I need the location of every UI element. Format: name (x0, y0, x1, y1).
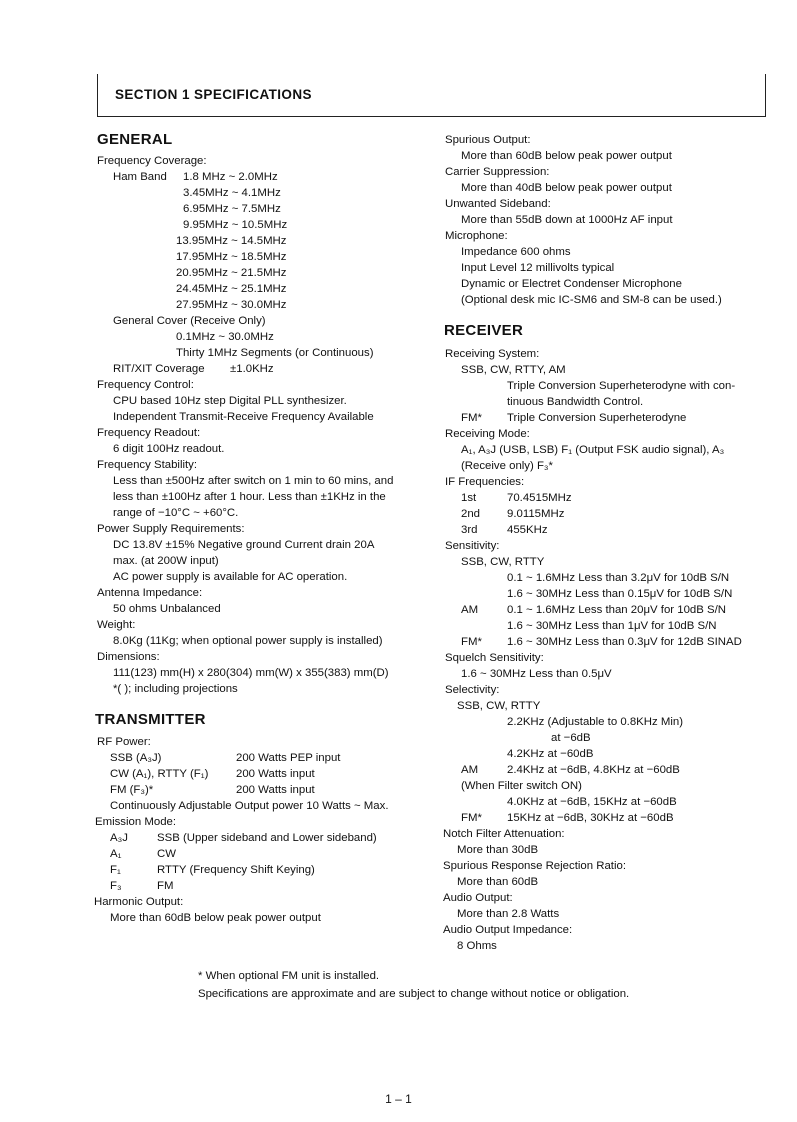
spec-label: General Cover (Receive Only) (113, 315, 266, 327)
spec-label: SSB, CW, RTTY (461, 556, 545, 568)
spec-value: max. (at 200W input) (113, 555, 219, 567)
receiver-heading: RECEIVER (444, 322, 524, 339)
spec-value: 111(123) mm(H) x 280(304) mm(W) x 355(383) mm(D) (113, 667, 389, 679)
spec-label: Frequency Control: (97, 379, 194, 391)
spec-label: Sensitivity: (445, 540, 500, 552)
footnote: * When optional FM unit is installed. (198, 970, 380, 982)
spec-label: 3rd (461, 524, 478, 536)
spec-label: Carrier Suppression: (445, 166, 550, 178)
spec-label: RF Power: (97, 736, 151, 748)
spec-label: AM (461, 764, 479, 776)
spec-value: 0.1 ~ 1.6MHz Less than 20μV for 10dB S/N (507, 604, 726, 616)
spec-label: Spurious Response Rejection Ratio: (443, 860, 626, 872)
spec-value: 455KHz (507, 524, 548, 536)
spec-value: More than 30dB (457, 844, 539, 856)
spec-label: RIT/XIT Coverage (113, 363, 205, 375)
spec-label: Audio Output: (443, 892, 513, 904)
spec-label: Frequency Coverage: (97, 155, 207, 167)
spec-label: Squelch Sensitivity: (445, 652, 544, 664)
spec-label: FM* (461, 412, 482, 424)
spec-value: less than ±100Hz after 1 hour. Less than ±1KHz in the (113, 491, 386, 503)
spec-label: 1st (461, 492, 477, 504)
spec-value: 1.6 ~ 30MHz Less than 0.3μV for 12dB SINAD (507, 636, 742, 648)
spec-value: Input Level 12 millivolts typical (461, 262, 615, 274)
spec-label: Receiving Mode: (445, 428, 530, 440)
spec-label: A₃J (110, 832, 128, 844)
spec-value: 200 Watts input (236, 784, 315, 796)
spec-value: More than 55dB down at 1000Hz AF input (461, 214, 673, 226)
spec-label: Spurious Output: (445, 134, 531, 146)
spec-value: 2.2KHz (Adjustable to 0.8KHz Min) (507, 716, 683, 728)
spec-label: SSB, CW, RTTY (457, 700, 541, 712)
spec-label: FM* (461, 812, 482, 824)
spec-value: (Receive only) F₃* (461, 460, 553, 472)
spec-value: SSB (Upper sideband and Lower sideband) (157, 832, 377, 844)
spec-value: 24.45MHz ~ 25.1MHz (176, 283, 287, 295)
transmitter-heading: TRANSMITTER (95, 711, 206, 728)
spec-value: More than 60dB below peak power output (110, 912, 321, 924)
spec-value: More than 2.8 Watts (457, 908, 560, 920)
spec-label: 2nd (461, 508, 481, 520)
spec-value: 1.6 ~ 30MHz Less than 0.5μV (461, 668, 612, 680)
spec-value: 6 digit 100Hz readout. (113, 443, 225, 455)
spec-value: Triple Conversion Superheterodyne with con- (507, 380, 736, 392)
spec-label: Unwanted Sideband: (445, 198, 551, 210)
spec-value: 4.2KHz at −60dB (507, 748, 594, 760)
spec-value: 27.95MHz ~ 30.0MHz (176, 299, 287, 311)
spec-label: Emission Mode: (95, 816, 177, 828)
spec-label: F₁ (110, 864, 121, 876)
spec-value: FM (157, 880, 174, 892)
spec-label: Dimensions: (97, 651, 160, 663)
spec-value: AC power supply is available for AC operation. (113, 571, 348, 583)
spec-value: 8.0Kg (11Kg; when optional power supply is installed) (113, 635, 383, 647)
spec-label: Antenna Impedance: (97, 587, 203, 599)
spec-value: 3.45MHz ~ 4.1MHz (183, 187, 281, 199)
spec-value: Impedance 600 ohms (461, 246, 571, 258)
spec-label: Power Supply Requirements: (97, 523, 245, 535)
spec-label: Selectivity: (445, 684, 500, 696)
spec-label: Harmonic Output: (94, 896, 184, 908)
spec-value: 0.1MHz ~ 30.0MHz (176, 331, 274, 343)
spec-value: 70.4515MHz (507, 492, 572, 504)
disclaimer: Specifications are approximate and are subject to change without notice or obligation. (198, 988, 630, 1000)
spec-value: 8 Ohms (457, 940, 497, 952)
spec-label: Notch Filter Attenuation: (443, 828, 565, 840)
spec-value: 6.95MHz ~ 7.5MHz (183, 203, 281, 215)
spec-label: SSB (A₃J) (110, 752, 162, 764)
spec-value: 1.6 ~ 30MHz Less than 0.15μV for 10dB S/N (507, 588, 733, 600)
general-heading: GENERAL (97, 131, 173, 148)
spec-value: 17.95MHz ~ 18.5MHz (176, 251, 287, 263)
spec-value: Less than ±500Hz after switch on 1 min to 60 mins, and (113, 475, 394, 487)
spec-value: 20.95MHz ~ 21.5MHz (176, 267, 287, 279)
spec-value: More than 40dB below peak power output (461, 182, 672, 194)
spec-value: 200 Watts PEP input (236, 752, 341, 764)
spec-value: CPU based 10Hz step Digital PLL synthesizer. (113, 395, 347, 407)
spec-value: DC 13.8V ±15% Negative ground Current drain 20A (113, 539, 375, 551)
spec-value: 4.0KHz at −6dB, 15KHz at −60dB (507, 796, 677, 808)
spec-label: CW (A₁), RTTY (F₁) (110, 768, 209, 780)
spec-label: FM* (461, 636, 482, 648)
spec-label: F₃ (110, 880, 122, 892)
spec-value: More than 60dB below peak power output (461, 150, 672, 162)
spec-label: Receiving System: (445, 348, 540, 360)
spec-value: ±1.0KHz (230, 363, 274, 375)
spec-value: 13.95MHz ~ 14.5MHz (176, 235, 287, 247)
spec-value: 9.0115MHz (507, 508, 565, 520)
spec-value: More than 60dB (457, 876, 539, 888)
spec-value: 15KHz at −6dB, 30KHz at −60dB (507, 812, 674, 824)
spec-label: A₁ (110, 848, 122, 860)
spec-value: Dynamic or Electret Condenser Microphone (461, 278, 682, 290)
spec-label: IF Frequencies: (445, 476, 525, 488)
spec-value: *( ); including projections (113, 683, 238, 695)
spec-label: SSB, CW, RTTY, AM (461, 364, 566, 376)
page-number: 1 – 1 (385, 1092, 412, 1106)
spec-value: 1.8 MHz ~ 2.0MHz (183, 171, 278, 183)
spec-value: A₁, A₃J (USB, LSB) F₁ (Output FSK audio signal), A₃ (461, 444, 725, 456)
spec-label: Frequency Readout: (97, 427, 201, 439)
spec-value: Thirty 1MHz Segments (or Continuous) (176, 347, 374, 359)
spec-label: FM (F₃)* (110, 784, 154, 796)
spec-value: 2.4KHz at −6dB, 4.8KHz at −60dB (507, 764, 680, 776)
spec-value: Triple Conversion Superheterodyne (507, 412, 687, 424)
spec-label: Weight: (97, 619, 136, 631)
spec-value: CW (157, 848, 176, 860)
spec-value: 1.6 ~ 30MHz Less than 1μV for 10dB S/N (507, 620, 717, 632)
spec-label: Audio Output Impedance: (443, 924, 573, 936)
spec-value: 9.95MHz ~ 10.5MHz (183, 219, 288, 231)
spec-value: 0.1 ~ 1.6MHz Less than 3.2μV for 10dB S/N (507, 572, 730, 584)
spec-value: (Optional desk mic IC-SM6 and SM-8 can be used.) (461, 294, 722, 306)
spec-label: AM (461, 604, 479, 616)
spec-value: range of −10°C ~ +60°C. (113, 507, 239, 519)
spec-value: 50 ohms Unbalanced (113, 603, 221, 615)
spec-label: Frequency Stability: (97, 459, 198, 471)
spec-value: tinuous Bandwidth Control. (507, 396, 644, 408)
section-title: SECTION 1 SPECIFICATIONS (115, 87, 312, 102)
spec-value: Continuously Adjustable Output power 10 Watts ~ Max. (110, 800, 389, 812)
spec-label: Ham Band (113, 171, 167, 183)
spec-label: Microphone: (445, 230, 508, 242)
spec-value: (When Filter switch ON) (461, 780, 582, 792)
spec-value: Independent Transmit-Receive Frequency Available (113, 411, 374, 423)
spec-value: 200 Watts input (236, 768, 315, 780)
spec-value: RTTY (Frequency Shift Keying) (157, 864, 315, 876)
spec-value: at −6dB (551, 732, 591, 744)
